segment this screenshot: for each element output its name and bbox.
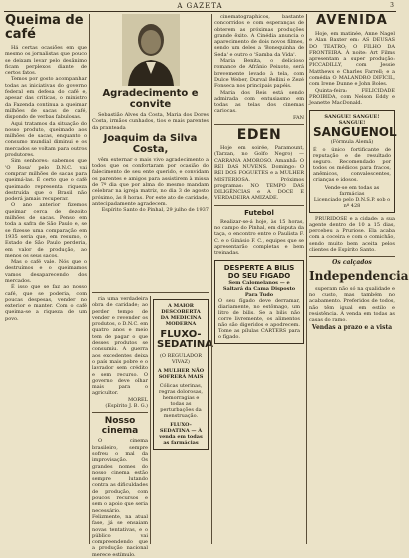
column-divider [150,296,151,544]
section-rule [92,292,209,293]
sedatina-headline: A MAIOR DESCOBERTA DA MEDICINA MODERNA [160,303,202,327]
sedatina-body: Cólicas uterinas, regras dolorosas, hemorragias e todas as perturbações da menstruação. [159,383,203,419]
column-notice [92,14,209,292]
notice-title: Agradecimento e convite [102,88,199,110]
masthead: A GAZETA [177,2,223,10]
paragraph: É isso que se faz ao nosso café, que se poderia, com poucas despesas, vender no exterior e manter. Com o café queima-se a riqueza de um povo. [5,284,87,322]
independencia-body: superam não só na qualidade e no custo, mas também no acabamento. Preferidos de todos, não têm igual em estilo e resistência. À venda em todas as casas do ramo. [309,285,395,324]
headline-coffee: Queima de café [5,13,84,42]
sanguenol-body: É o único fortificante de reputação e de resultado seguro. Recomendado por todos os médicos para fracos, anêmicos, convalescentes, crianças e idosos. [313,146,391,183]
futebol-body: Realizar-se-á hoje, às 15 horas, no campo do Pinhal, em disputa da taça, o encontro entre o Paulista F. C. e o Ginásio F. C., equipes que se apresentarão completas e bem treinadas. [214,218,304,257]
cinema-news: cinematographicos, bastante concorridos e com esperanças de obterem as próximas produções grande êxito. A Cinédia anuncia o aparecimento de dois novos filmes, sendo um deles a 'Bonequinha de Seda' e outro o 'Samba da Vida'. [214,14,304,58]
sedatina-tagline: A MULHER NÃO SOFRERÁ MAIS [157,368,205,380]
paragraph: Temos por gosto acompanhar todas as iniciativas do governo federal em defesa do café e, apesar das críticas, o ministro da Fazenda continua a queimar milhões de sacas de café, dispondo de verbas fabulosas. [5,76,87,121]
masthead-rule [4,11,396,12]
agri-sub: (Espírito J. B. G.) [105,403,148,410]
eden-body: Hoje em soirée, Paramount, (Tarzan, no Golfo Negro) — CARRANA AMOROSO. Amanhã: O REI DAS NUVENS. Domingo: O REI DOS FOGUETES e a MULHER MISTERIOSA. Próximos programas: NO TEMPO DAS DILIGÊNCIAS e A DOCE E VERDADEIRA AMIZADE. [214,145,304,202]
divider [92,412,148,413]
bilis-headline: DESPERTE A BILIS DO SEU FIGADO [223,263,295,280]
column-ad-sedatina [153,296,213,544]
independencia-title: Independencia [309,268,409,283]
sanguenol-title: SANGUENOL [313,124,397,139]
cinema-sign: FAN [292,114,304,121]
sanguenol-banner: SANGUE! SANGUE! SANGUE! [324,113,380,126]
cinema-news: Maria dos Reis está sendo admirada com entusiasmo em todas as telas dos cinemas cariocas. [214,89,304,115]
paragraph: Aqui tratamos da situação do nosso produto, queimado aos milhões de sacas, enquanto o consumo mundial diminui e os mercados se voltam para outros produtores. [5,120,87,159]
cinema-body: O cinema brasileiro, sempre sofreu o mal da improvisação. Os grandes nomes do nosso cinema estão sempre lutando contra as dificuldades de produção, com poucos recursos e sem o apoio que seria necessário. Felizmente, na atual fase, já se ensaiam novas tentativas, e o público vai compreendendo que a produção nacional merece estímulo. [92,438,148,558]
agri-body: ria uma verdadeira obra de caridade; ao perder tempo de vender e revender os produtos, o D.N.C. em quatro anos e meio tem de pagar o que desses produtos se consumiu. A guerra aos excedentes deixa o país mais pobre e o lavrador sem crédito e sem recurso. O governo deve olhar mais para o agricultor. [92,296,148,397]
divider [309,256,395,257]
column-avenida [309,13,409,544]
paragraph: O ano anterior fizemos queimar cerca de dezoito milhões de sacas. Penso em toda a safra de São Paulo e, se se fizesse uma comparação em 1935 seria que, em resumo, o Estado de São Paulo perderia, em valor de produção, ao menos os seus sacos. [5,202,87,259]
futebol-title: Futebol [244,208,274,217]
sanguenol-ad [309,110,395,213]
column-coffee [5,14,87,544]
column-cinema-news [214,14,304,544]
paragraph: Mas o café vale. Nós que o destruímos e o queimamos vamos desaparecendo dos mercados. [5,259,87,284]
column-divider [211,14,212,544]
sedatina-footer: FLUXO-SEDATINA — À venda em todas as farmácias [159,422,203,446]
sedatina-ad [153,299,213,450]
divider [214,124,304,125]
sanguenol-foot: Vende-se em todas as farmácias [324,184,380,197]
notice-intro: Sebastião Alves da Costa, Maria dos Dores Costa, irmãos cunhados, tios e mais parentes da pranteada [92,112,209,131]
notice-signoff: Espírito Santo do Pinhal, 29 julho de 1937 [101,207,209,214]
column-divider [306,14,307,544]
portrait-image [122,14,180,86]
pruriose-text: PRURIDOSE e a cidade: a sua agente dentro de 10 a 15 dias, percebeu a Pruriose. Ela acaba com a coceira e com o comichão, sendo muito bem aceita pelos clientes de Espírito Santo. [309,215,395,254]
eden-title: EDEN [236,127,282,144]
independencia-foot: Vendas a prazo e a vista [311,324,393,332]
bilis-sub: Sem Calomelanos — e Saltará da Cama Disposto Para Tudo [222,279,296,298]
paragraph: Há certas ocasiões em que mesmo os jornalistas que pouco se deixam levar pelo desânimo ficam perplexos diante de certos fatos. [5,45,87,77]
avenida-body: Hoje, em matinée, Anne Nagel e Alan Baxter em: AS DEUSAS DO TEATRO; O FILHO DA FRONTEIRA. À noite: Art Films apresentam a super produção: PICCADILLY, com Jessie Matthews e Charles Farrell; e a comédia O MALANDRO DIFÍCIL, com Irene Dunne e John Boles. [309,31,395,88]
column-divider [89,14,90,544]
notice-body: vêm externar o mais vivo agradecimento a todos que os confortaram por ocasião do falecimento de seu ente querido, e convidam os parentes e amigos para assistirem à missa de 7º dia que por alma do mesmo mandam celebrar na igreja matriz, no dia 3 de agosto próximo, às 8 horas. Por este ato de caridade, antecipadamente agradecem. [92,156,209,207]
bilis-ad [214,260,304,344]
divider [214,205,304,206]
paragraph: Sim senhores: sabemos que 'O Rosa' pelo D.N.C. vai comprar milhões de sacas para queimá-las. É certo que o café queimado representa riqueza destruída que o Brasil não poderá jamais recuperar. [5,158,87,203]
column-agri [92,296,148,558]
sanguenol-note: Licenciado pelo D.N.S.P. sob o nº 428 [313,196,391,209]
independencia-lead: Os calçados [332,259,372,267]
page-number: 3 [390,2,394,9]
sedatina-product: FLUXO-SEDATINA [157,329,213,350]
avenida-title: AVENIDA [316,13,388,28]
avenida-body: Quinta-feira: FELICIDADE PROIBIDA, com Nelson Eddy e Jeanette MacDonald. [309,87,395,107]
bilis-body: O seu fígado deve derramar, diariamente, no estômago, um litro de bilis. Se a bilis não corre livremente, os alimentos não são digeridos e apodrecem. Tome as pílulas CARTERS para o fígado. [218,297,300,340]
agri-sign: MOREL [128,396,148,403]
sedatina-sub: (O REGULADOR VIVAZ) [159,353,203,365]
cinema-news: Maria Benita, o delicioso romance de Afrânio Peixoto, será brevemente levado à tela, com Dulce Weber, Durval Bellini e Zezé Fonseca nos principais papéis. [214,58,304,90]
cinema-title: Nosso cinema [101,416,139,437]
deceased-name: Joaquim da Silva Costa, [103,132,198,155]
sanguenol-sub: (Fórmula Alemã) [330,138,374,145]
